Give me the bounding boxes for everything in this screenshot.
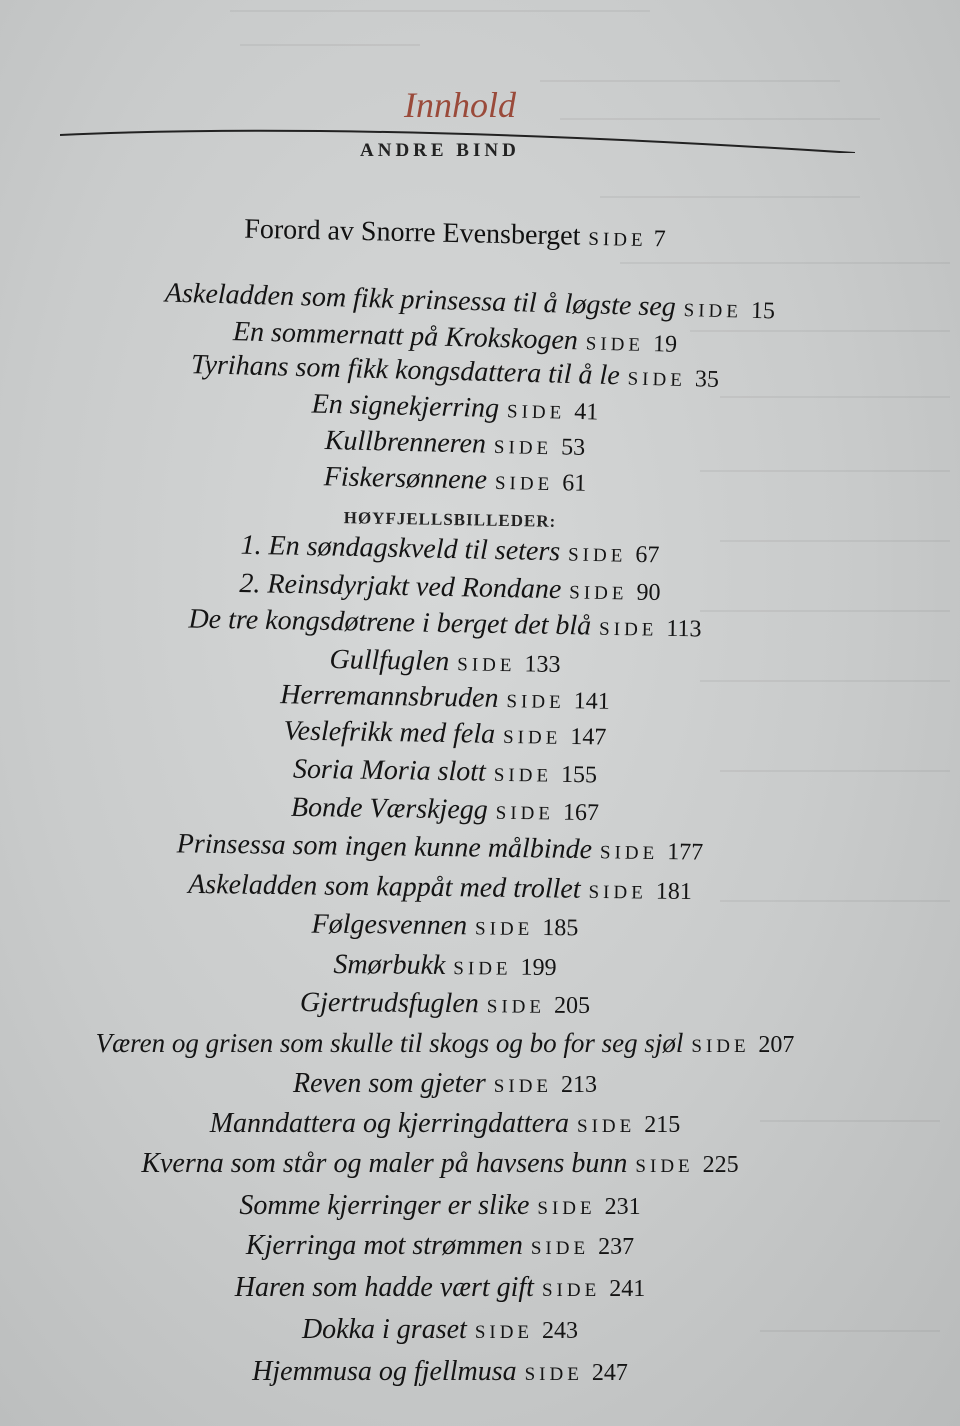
toc-entry bbox=[0, 866, 920, 910]
entry-side-label: SIDE bbox=[506, 401, 566, 424]
entry-page-number: 90 bbox=[636, 579, 661, 607]
entry-title: Kverna som står og maler på havsens bunn bbox=[141, 1148, 628, 1179]
entry-page-number: 213 bbox=[561, 1072, 598, 1098]
entry-title: Herremannsbruden bbox=[279, 679, 499, 714]
entry-side-label: SIDE bbox=[537, 1198, 596, 1219]
entry-page-number: 215 bbox=[644, 1112, 681, 1138]
entry-title: Dokka i graset bbox=[301, 1314, 467, 1345]
entry-side-label: SIDE bbox=[524, 1364, 583, 1385]
entry-title: Gullfuglen bbox=[329, 643, 450, 678]
toc-entry bbox=[0, 1148, 920, 1180]
foreword-title: Forord av Snorre Evensberget bbox=[244, 213, 581, 252]
entry-page-number: 67 bbox=[635, 541, 660, 569]
entry-title: Bonde Værskjegg bbox=[290, 791, 488, 826]
entry-page-number: 141 bbox=[573, 688, 610, 715]
entry-side-label: SIDE bbox=[598, 618, 658, 641]
contents-title: Innhold bbox=[404, 85, 516, 125]
entry-page-number: 207 bbox=[758, 1032, 795, 1058]
entry-title: Prinsessa som ingen kunne målbinde bbox=[176, 828, 593, 866]
entry-title: 1. En søndagskveld til seters bbox=[240, 529, 561, 568]
entry-side-label: SIDE bbox=[506, 691, 565, 714]
toc-entry bbox=[0, 1028, 925, 1059]
entry-title: Gjertrudsfuglen bbox=[299, 986, 479, 1020]
entry-page-number: 15 bbox=[750, 297, 776, 325]
entry-side-label: SIDE bbox=[486, 996, 546, 1018]
entry-page-number: 35 bbox=[694, 366, 720, 393]
entry-side-label: SIDE bbox=[577, 1116, 636, 1137]
toc-entry bbox=[0, 748, 925, 795]
entry-page-number: 241 bbox=[609, 1276, 646, 1302]
toc-entry bbox=[0, 946, 925, 986]
entry-title: Kjerringa mot strømmen bbox=[245, 1230, 523, 1261]
entry-page-number: 199 bbox=[520, 954, 557, 981]
entry-title: Manndattera og kjerringdattera bbox=[209, 1108, 570, 1139]
entry-side-label: SIDE bbox=[494, 472, 554, 496]
entry-page-number: 53 bbox=[560, 434, 586, 461]
entry-side-label: SIDE bbox=[530, 1238, 590, 1259]
entry-page-number: 155 bbox=[560, 761, 598, 789]
entry-page-number: 247 bbox=[591, 1360, 628, 1386]
entry-page-number: 181 bbox=[655, 878, 692, 906]
entry-title: Haren som hadde vært gift bbox=[234, 1272, 534, 1303]
entry-page-number: 205 bbox=[553, 992, 591, 1020]
entry-title: Veslefrikk med fela bbox=[283, 715, 496, 750]
entry-page-number: 41 bbox=[573, 398, 599, 426]
entry-side-label: SIDE bbox=[474, 1322, 534, 1343]
section-label: HØYFJELLSBILLEDER: bbox=[343, 508, 557, 531]
entry-title: Reven som gjeter bbox=[292, 1068, 486, 1099]
entry-side-label: SIDE bbox=[627, 368, 687, 392]
entry-title: En signekjerring bbox=[311, 388, 500, 425]
entry-side-label: SIDE bbox=[588, 881, 647, 904]
entry-side-label: SIDE bbox=[683, 299, 743, 323]
entry-side-label: SIDE bbox=[502, 726, 562, 749]
entry-page-number: 231 bbox=[604, 1194, 641, 1220]
foreword-side-label: SIDE bbox=[588, 228, 647, 252]
entry-page-number: 243 bbox=[542, 1318, 579, 1344]
entry-title: En sommernatt på Krokskogen bbox=[232, 316, 579, 357]
entry-side-label: SIDE bbox=[495, 802, 555, 825]
toc-entry bbox=[0, 825, 920, 870]
entry-side-label: SIDE bbox=[635, 1156, 694, 1177]
entry-side-label: SIDE bbox=[691, 1036, 750, 1057]
entry-page-number: 147 bbox=[570, 723, 607, 751]
entry-title: Kullbrenneren bbox=[324, 425, 487, 460]
entry-side-label: SIDE bbox=[457, 654, 516, 677]
entry-side-label: SIDE bbox=[541, 1280, 601, 1301]
entry-page-number: 225 bbox=[702, 1152, 739, 1178]
toc-entry bbox=[0, 1190, 920, 1222]
toc-entry bbox=[0, 1272, 920, 1304]
entry-title: Somme kjerringer er slike bbox=[239, 1190, 530, 1221]
entry-page-number: 19 bbox=[652, 331, 678, 358]
toc-entry bbox=[0, 1068, 925, 1100]
entry-title: Hjemmusa og fjellmusa bbox=[252, 1356, 517, 1387]
toc-entry bbox=[0, 985, 925, 1024]
entry-side-label: SIDE bbox=[453, 958, 512, 980]
entry-side-label: SIDE bbox=[599, 842, 659, 865]
entry-title: Askeladden som kappåt med trollet bbox=[187, 868, 581, 905]
volume-label: ANDRE BIND bbox=[360, 140, 520, 161]
toc-entry bbox=[0, 1108, 925, 1140]
toc-entry bbox=[0, 787, 925, 832]
entry-side-label: SIDE bbox=[474, 918, 534, 940]
entry-page-number: 61 bbox=[561, 470, 587, 497]
entry-page-number: 133 bbox=[524, 651, 561, 679]
entry-title: Følgesvennen bbox=[311, 908, 468, 942]
toc-entry bbox=[0, 1356, 920, 1388]
entry-title: Væren og grisen som skulle til skogs og bo for seg sjøl bbox=[95, 1028, 684, 1058]
entry-page-number: 185 bbox=[542, 915, 579, 942]
entry-title: Fiskersønnene bbox=[323, 461, 488, 496]
entry-title: Soria Moria slott bbox=[292, 753, 487, 788]
entry-title: Smørbukk bbox=[333, 949, 446, 982]
foreword-page-number: 7 bbox=[653, 226, 666, 253]
entry-title: Askeladden som fikk prinsessa til å løgste seg bbox=[164, 277, 677, 323]
entry-page-number: 167 bbox=[562, 799, 600, 827]
entry-side-label: SIDE bbox=[493, 1076, 553, 1097]
entry-title: Tyrihans som fikk kongsdattera til å le bbox=[190, 349, 621, 392]
toc-entry bbox=[0, 905, 925, 947]
toc-entry bbox=[0, 1230, 920, 1262]
entry-side-label: SIDE bbox=[585, 333, 645, 356]
entry-side-label: SIDE bbox=[493, 764, 553, 787]
entry-page-number: 113 bbox=[666, 615, 702, 643]
entry-side-label: SIDE bbox=[493, 436, 553, 460]
entry-page-number: 237 bbox=[598, 1234, 635, 1260]
toc-entry bbox=[0, 1314, 920, 1346]
entry-title: 2. Reinsdyrjakt ved Rondane bbox=[239, 567, 562, 606]
entry-side-label: SIDE bbox=[567, 544, 627, 567]
entry-title: De tre kongsdøtrene i berget det blå bbox=[188, 603, 592, 642]
entry-side-label: SIDE bbox=[569, 582, 628, 605]
entry-page-number: 177 bbox=[667, 839, 704, 866]
